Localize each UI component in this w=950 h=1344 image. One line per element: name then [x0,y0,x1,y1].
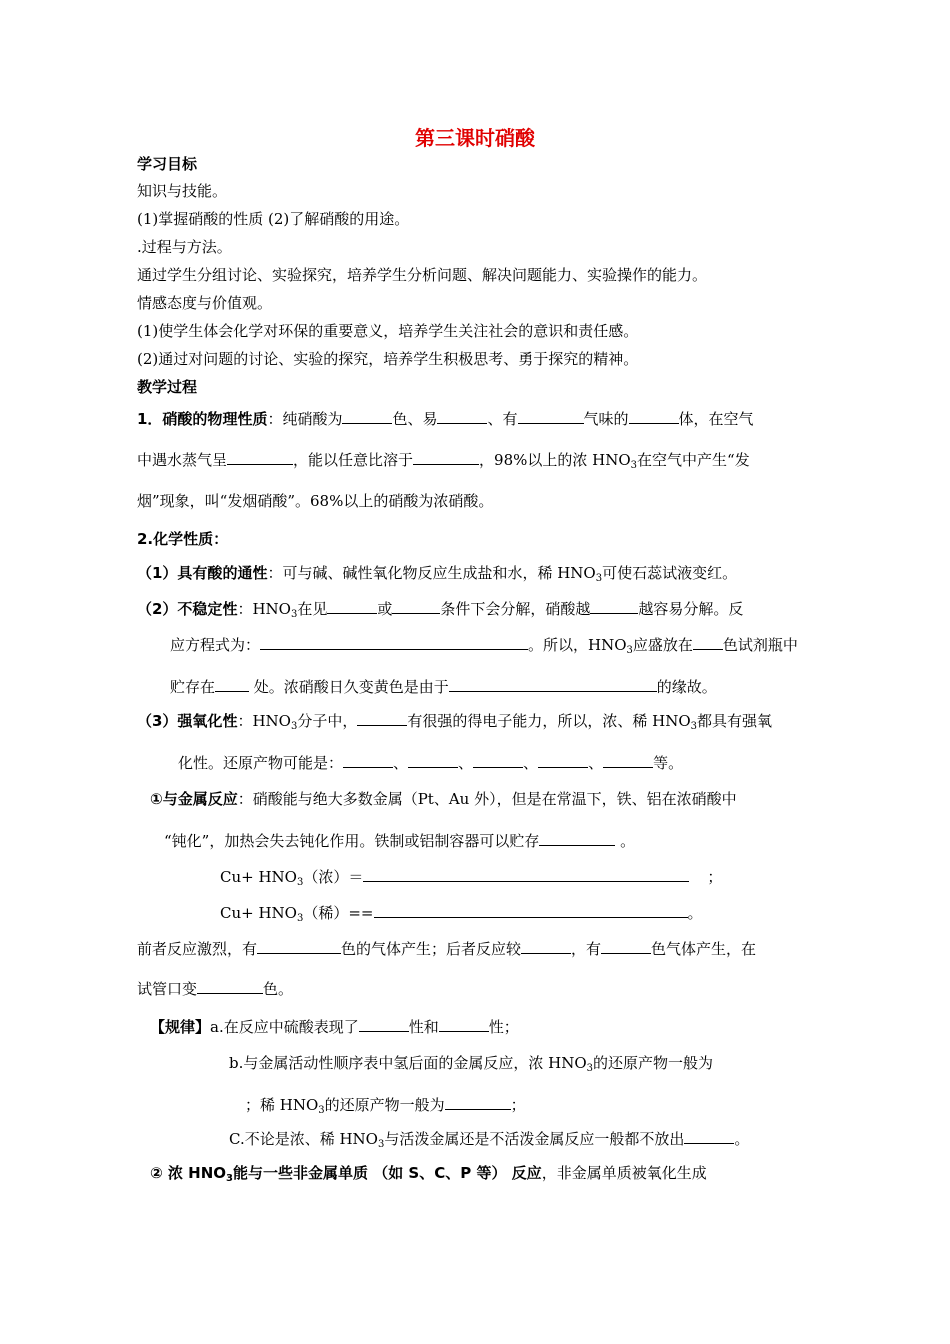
objectives-heading: 学习目标 [137,155,198,173]
blank [227,449,293,465]
rule-a-line: 【规律】a.在反应中硫酸表现了 性和 性； [150,1018,519,1036]
process-method-text: 通过学生分组讨论、实验探究，培养学生分析问题、解决问题能力、实验操作的能力。 [137,266,708,284]
blank [538,752,588,768]
instability-line-3: 贮存在 处。浓硝酸日久变黄色是由于 的缘故。 [170,678,717,696]
blank [449,676,657,692]
blank [257,938,341,954]
emotion-item-2: (2)通过对问题的讨论、实验的探究，培养学生积极思考、勇于探究的精神。 [137,350,639,368]
knowledge-items: (1)掌握硝酸的性质 (2)了解硝酸的用途。 [137,210,410,228]
blank [601,938,651,954]
nonmetal-reaction-line: ② 浓 $HNO_3$能与一些非金属单质 （如 S、C、P 等） 反应，非金属单质被氧化生成 [150,1164,707,1184]
instability-line-1: （2）不稳定性：$HNO_3$在见 或 条件下会分解，硝酸越 越容易分解。反 [137,600,744,620]
blank [197,978,263,994]
observation-line-2: 试管口变 色。 [137,980,294,998]
blank [342,408,392,424]
rule-b-line-1: b.与金属活动性顺序表中氢后面的金属反应，浓 $HNO_3$的还原产物一般为 [229,1054,714,1074]
blank [693,634,723,650]
equation-dilute: $Cu+ HNO_3$（稀）== 。 [220,904,703,924]
blank [590,598,638,614]
blank [518,408,584,424]
knowledge-heading: 知识与技能。 [137,182,228,200]
emotion-item-1: (1)使学生体会化学对环保的重要意义，培养学生关注社会的意识和责任感。 [137,322,639,340]
blank [374,902,688,918]
instability-line-2: 应方程式为： 。所以，$HNO_3$应盛放在 色试剂瓶中 [170,636,798,656]
blank [603,752,653,768]
emotion-heading: 情感态度与价值观。 [137,294,273,312]
physical-properties-line-2: 中遇水蒸气呈 ，能以任意比溶于 ，98%以上的浓 $HNO_3$在空气中产生“发 [137,451,750,471]
blank [445,1094,511,1110]
blank [684,1128,734,1144]
blank [413,449,479,465]
blank [260,634,528,650]
rule-b-line-2: ；稀 $HNO_3$的还原产物一般为 ； [245,1096,526,1116]
blank [392,598,440,614]
oxidizing-line-2: 化性。还原产物可能是： 、 、 、 、 等。 [178,754,684,772]
page-title: 第三课时硝酸 [415,126,535,150]
physical-properties-label: 1．硝酸的物理性质 [137,410,268,428]
blank [521,938,571,954]
observation-line-1: 前者反应激烈，有 色的气体产生；后者反应较 ，有 色气体产生，在 [137,940,757,958]
blank [363,866,689,882]
acid-property-line: （1）具有酸的通性：可与碱、碱性氧化物反应生成盐和水，稀 $HNO_3$可使石蕊试液变红。 [137,564,738,584]
blank [215,676,249,692]
equation-concentrated: $Cu+ HNO_3$（浓）＝ ； [220,868,723,888]
physical-properties-line-3: 烟”现象，叫“发烟硝酸”。68%以上的硝酸为浓硝酸。 [137,492,494,510]
blank [439,1016,489,1032]
teaching-process-heading: 教学过程 [137,378,198,396]
process-method-heading: .过程与方法。 [137,238,232,256]
rule-c-line: C.不论是浓、稀 $HNO_3$与活泼金属还是不活泼金属反应一般都不放出 。 [229,1130,750,1150]
blank [343,752,393,768]
blank [539,830,615,846]
blank [327,598,377,614]
physical-properties-line-1: 1．硝酸的物理性质：纯硝酸为 色、易 、有 气味的 体，在空气 [137,410,754,428]
blank [437,408,487,424]
blank [473,752,523,768]
oxidizing-line-1: （3）强氧化性：$HNO_3$分子中， 有很强的得电子能力，所以，浓、稀 $HNO_3$都具有强氧 [137,712,773,732]
blank [359,1016,409,1032]
metal-reaction-line-2: “钝化”，加热会失去钝化作用。铁制或铝制容器可以贮存 。 [164,832,636,850]
blank [408,752,458,768]
chemical-properties-label: 2.化学性质： [137,530,229,548]
metal-reaction-line-1: ①与金属反应：硝酸能与绝大多数金属（Pt、Au 外），但是在常温下，铁、铝在浓硝酸中 [150,790,737,808]
blank [629,408,679,424]
blank [357,710,407,726]
